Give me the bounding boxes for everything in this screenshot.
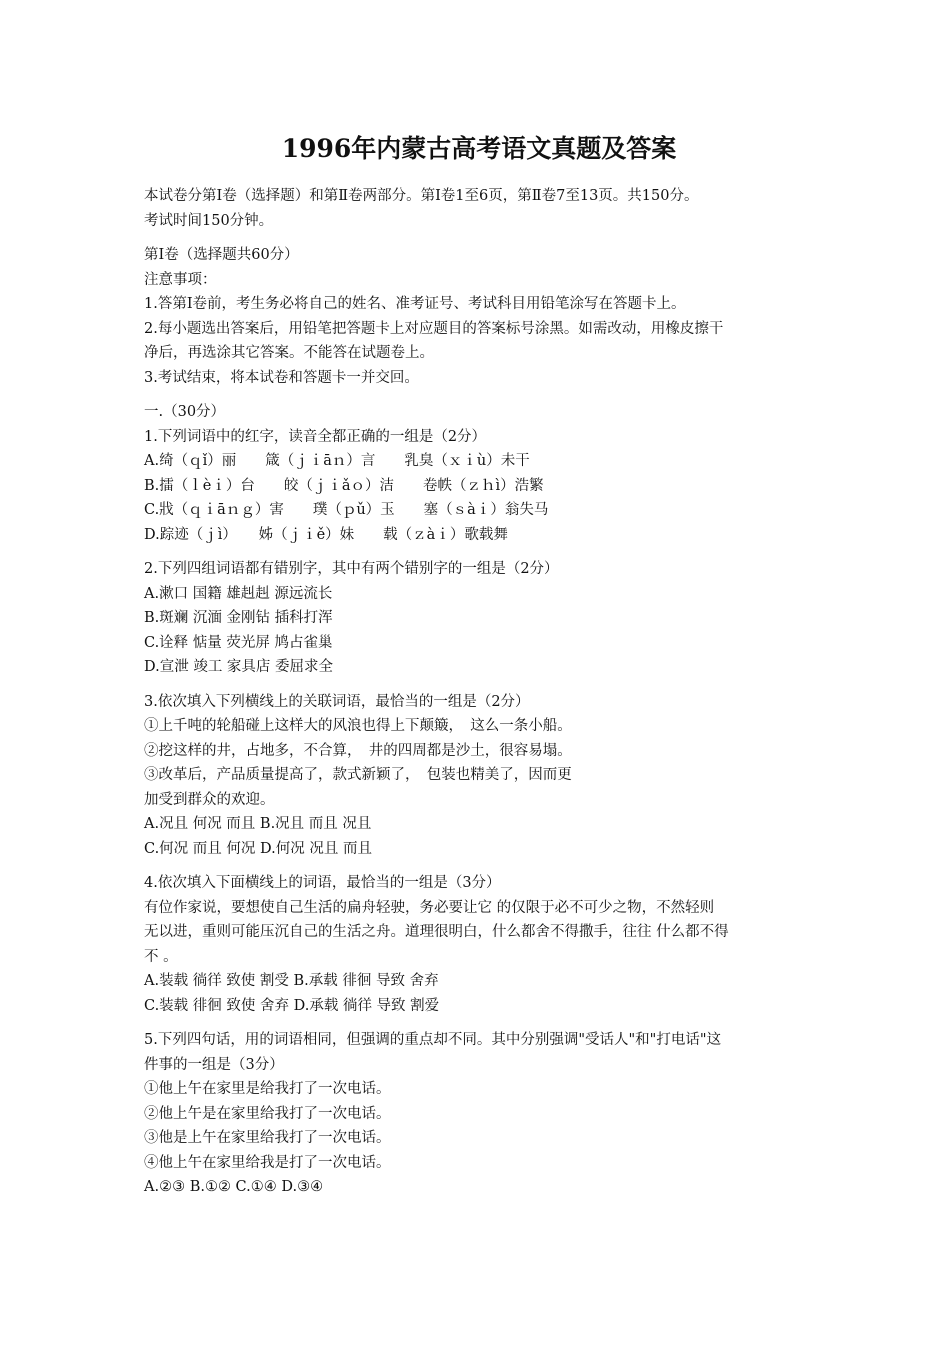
question-stem: 2.下列四组词语都有错别字，其中有两个错别字的一组是（2分） — [144, 561, 559, 577]
notice-heading: 注意事项： — [144, 271, 217, 288]
question-sentence: ①他上午在家里是给我打了一次电话。 — [144, 1081, 391, 1097]
question-stem: 5.下列四句话，用的词语相同，但强调的重点却不同。其中分别强调"受话人"和"打电话"这 — [144, 1032, 722, 1048]
question-3 — [144, 690, 814, 862]
intro-line: 考试时间150分钟。 — [144, 212, 274, 229]
answer-option: A.②③ B.①② C.①④ D.③④ — [144, 1179, 324, 1195]
page-title: 1996年内蒙古高考语文真题及答案 — [281, 134, 677, 163]
question-passage: 有位作家说，要想使自己生活的扁舟轻驶，务必要让它 的仅限于必不可少之物，不然轻则 — [144, 899, 715, 916]
answer-option: A.况且 何况 而且 B.况且 而且 况且 — [144, 816, 372, 832]
question-2 — [144, 557, 814, 680]
exam-page — [144, 130, 814, 1210]
question-stem: 件事的一组是（3分） — [144, 1056, 284, 1073]
notice-item: 2.每小题选出答案后，用铅笔把答题卡上对应题目的答案标号涂黑。如需改动，用橡皮擦干 — [144, 320, 724, 337]
notice-item: 1.答第Ⅰ卷前，考生务必将自己的姓名、准考证号、考试科目用铅笔涂写在答题卡上。 — [144, 296, 686, 312]
answer-option: B.擂（ｌèｉ）台 皎（ｊｉǎｏ）洁 卷帙（ｚｈì）浩繁 — [144, 477, 544, 494]
question-stem: 3.依次填入下列横线上的关联词语，最恰当的一组是（2分） — [144, 693, 530, 710]
question-sentence: ②挖这样的井，占地多，不合算， 井的四周都是沙土，很容易塌。 — [144, 742, 572, 759]
question-1 — [144, 425, 814, 548]
answer-option: B.斑斓 沉湎 金刚钻 插科打浑 — [144, 610, 333, 626]
answer-option: C.诠释 惦量 荧光屏 鸠占雀巢 — [144, 634, 333, 651]
intro-paragraph — [144, 184, 814, 233]
answer-option: D.宣泄 竣工 家具店 委屈求全 — [144, 659, 334, 675]
question-sentence: ②他上午是在家里给我打了一次电话。 — [144, 1105, 391, 1122]
question-sentence: ③他是上午在家里给我打了一次电话。 — [144, 1130, 391, 1146]
answer-option: A.绮（ｑǐ）丽 箴（ｊｉāｎ）言 乳臭（ｘｉù）未干 — [144, 453, 530, 469]
question-sentence: ①上千吨的轮船碰上这样大的风浪也得上下颠簸， 这么一条小船。 — [144, 718, 572, 734]
answer-option: D.踪迹（ｊì） 姊（ｊｉě）妹 载（ｚàｉ）歌载舞 — [144, 526, 508, 543]
question-sentence: ④他上午在家里给我是打了一次电话。 — [144, 1154, 391, 1171]
answer-option: C.何况 而且 何况 D.何况 况且 而且 — [144, 840, 372, 857]
question-passage: 无以进，重则可能压沉自己的生活之舟。道理很明白，什么都舍不得撒手，往往 什么都不得 — [144, 924, 729, 940]
question-stem: 1.下列词语中的红字，读音全都正确的一组是（2分） — [144, 428, 487, 445]
answer-option: C.戕（ｑｉāｎｇ）害 璞（ｐǔ）玉 塞（ｓàｉ）翁失马 — [144, 502, 549, 518]
question-sentence: ③改革后，产品质量提高了，款式新颖了， 包装也精美了，因而更 — [144, 767, 572, 783]
notice-section — [144, 243, 814, 390]
question-passage: 不 。 — [144, 948, 178, 965]
question-sentence: 加受到群众的欢迎。 — [144, 791, 275, 808]
answer-option: C.装载 徘徊 致使 舍弃 D.承载 徜徉 导致 割爱 — [144, 997, 440, 1014]
question-stem: 4.依次填入下面横线上的词语，最恰当的一组是（3分） — [144, 875, 501, 891]
notice-item: 净后，再选涂其它答案。不能答在试题卷上。 — [144, 345, 434, 361]
section-heading: 一.（30分） — [144, 404, 226, 420]
notice-item: 3.考试结束，将本试卷和答题卡一并交回。 — [144, 369, 419, 386]
question-4 — [144, 871, 814, 1018]
question-5 — [144, 1028, 814, 1200]
volume-heading: 第Ⅰ卷（选择题共60分） — [144, 247, 299, 263]
answer-option: A.漱口 国籍 雄赳赳 源远流长 — [144, 585, 333, 602]
intro-line: 本试卷分第Ⅰ卷（选择题）和第Ⅱ卷两部分。第Ⅰ卷1至6页，第Ⅱ卷7至13页。共150分。 — [144, 188, 699, 204]
answer-option: A.装载 徜徉 致使 割受 B.承载 徘徊 导致 舍弃 — [144, 973, 439, 989]
